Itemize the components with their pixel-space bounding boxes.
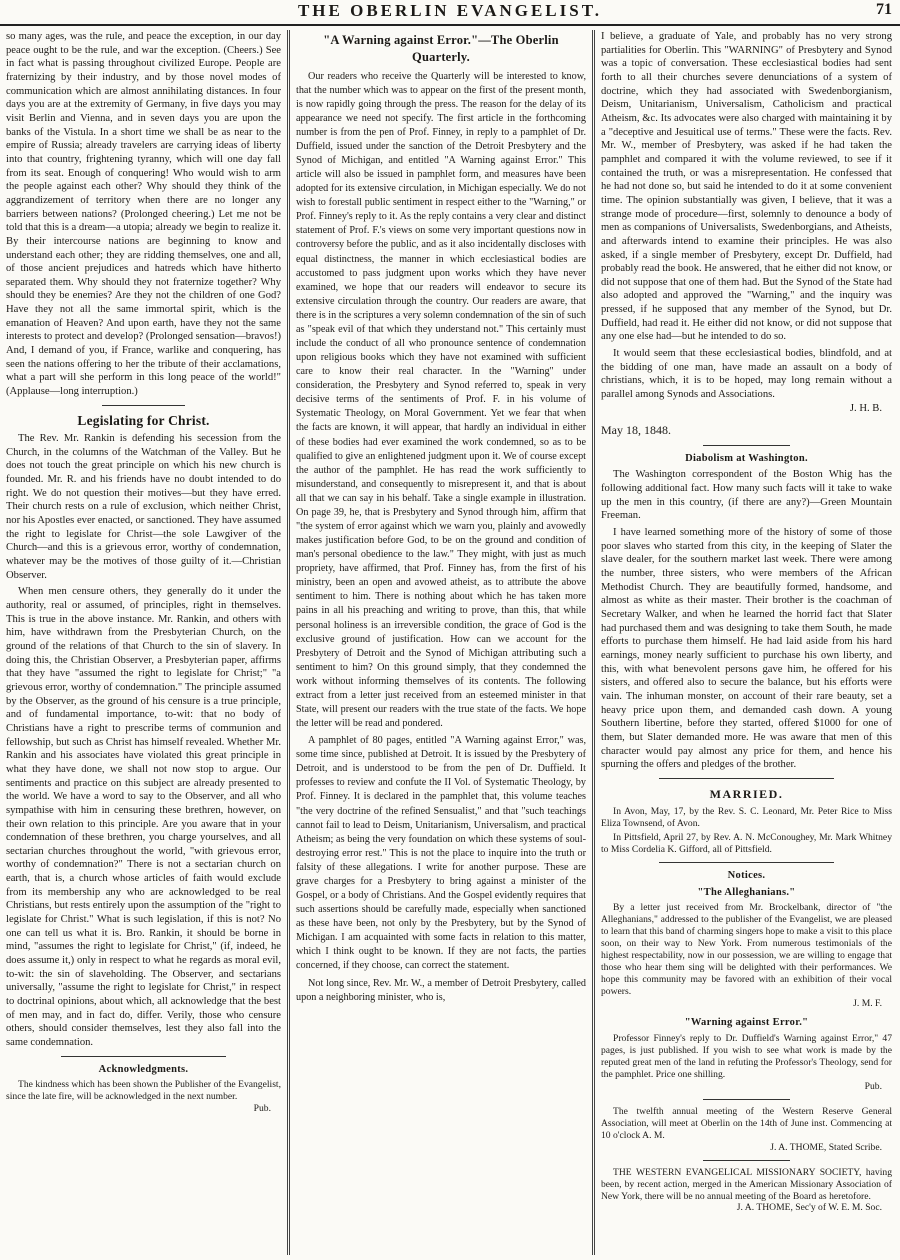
rankin-paragraph: The Rev. Mr. Rankin is defending his secession from the Church, in the columns of the Watchman of the Valley. But he does not touch the great principle on which his new church is founded. Mr. R. and his friends have no doubt intended to do right. We do not question their motives—but they have erred. Their church rests on a rule of exclusion, which neither Christ, nor his Apostles ever enacted, or sanctioned. They have assumed the right to legislate for Christ—the sole Lawgiver of the Church—and this is a grievous error, worthy of condemnation, whatever may be the motives of those guilty of it.—Christian Observer.	[6, 433, 281, 581]
signature-jhb: J. H. B.	[849, 402, 882, 414]
acknowledgment-paragraph: The kindness which has been shown the Publisher of the Evangelist, since the late fire, will be acknowledged in the next number.	[6, 1079, 281, 1103]
divider	[703, 1099, 790, 1100]
signature-pub-2: Pub.	[864, 1080, 882, 1092]
signature-thome: J. A. THOME, Stated Scribe.	[770, 1141, 882, 1153]
masthead	[0, 0, 900, 26]
warning-paragraph-3: Not long since, Rev. Mr. W., a member of Detroit Presbytery, called upon a neighboring minister, who is,	[296, 977, 586, 1003]
signature-jmf: J. M. F.	[853, 998, 882, 1010]
divider	[703, 445, 790, 446]
divider	[659, 862, 834, 863]
marriage-notice-2: In Pittsfield, April 27, by Rev. A. N. McConoughey, Mr. Mark Whitney to Miss Cordelia K. Gifford, all of Pittsfield.	[601, 832, 892, 856]
heading-diabolism: Diabolism at Washington.	[685, 452, 808, 464]
heading-notices: Notices.	[727, 870, 766, 882]
speech-continuation: so many ages, was the rule, and peace the exception, in our day peace ought to be the rule, and war the exception. (Cheers.) See in fact what is passing throughout civilized Europe. People are fraternizing by their industry, and by those novel modes of communication which are almost annihilating distances. In four days you are at the extremity of Germany, in five days you may visit Berlin and Vienna, and in seven days you are upon the banks of the Vistula. In a short time we shall be as near to the empire of Russia; already travelers are carrying ideas of liberty into that country, frightening tyranny, which will one day fall from its seat. Enough of conquering! Who would wish to arm the people against each other? Why should they think of the aggrandizement of territory when there are no longer any barriers between nations? (Prolonged cheering.) Let me not be told that this is a dream—a utopia; already we begin to realize it. By their intercourse nations are beginning to know and understand each other; they are ridding themselves, one and all, of those ancient prejudices and hatreds which have hitherto separated them. Why should they not fraternize together? Why should they be enemies? Are they not the children of one God? Have they not all the same immortal spirit, which is the emanation of Heaven? And upon earth, have they not the same interests to protect and develop? (Prolonged sensation—bravos!) And, I demand of you, if France, warlike and conquering, has seen the nations offering to her the tribute of their acclamations, what a part will she perform in this long peace of the world!" (Applause—long interruption.)	[6, 31, 281, 398]
diabolism-intro: The Washington correspondent of the Boston Whig has the following additional fact. How many such facts will it take to wake up the men in this country, (if there are any?)—Green Mountain Freeman.	[601, 469, 892, 522]
letter-continuation: I believe, a graduate of Yale, and probably has no very strong partialities for Oberlin. This "WARNING" of Presbytery and Synod was a topic of conversation. These ecclesiastical bodies had sent forth to all their churches severe denunciations of a system of doctrine, which they had associated with Swedenborgianism, Deism, Unitarianism, Universalism, Catholicism and practical Atheism, &c. Its advocates were also charged with maintaining it by a "deceptive and Jesuitical use of terms." These were the facts. Rev. Mr. W., member of Presbytery, was asked if he had taken the pamphlet and compared it with the volume reviewed, to see if it contained the truth, or was a misrepresentation. He confessed that he had not done so, but said he intended to do it at some convenient time. The opinion substantially was given, I believe, that it was a strange mode of procedure—first, solemnly to denounce a body of men as companions of Universalists, Swedenborgians, and Atheists, and afterwards intend to examine their principles. He was also asked, if a single member of Presbytery, except Dr. Duffield, had probably read the book. He answered, that he either did not know, or did not suppose that one of them had. But the Synod of the State had also adopted and approved the "Warning," and the inquiry was pressed, if he supposed that any member of the Synod, but Dr. Duffield, had read it. He either did not know, or did not suppose that any one else had—but he intended to do so.	[601, 31, 892, 343]
divider	[102, 405, 185, 406]
divider	[659, 778, 834, 779]
warning-notice: Professor Finney's reply to Dr. Duffield's Warning against Error," 47 pages, is just published. If you wish to see what work is made by the reputed great men of the land in refuting the Professor's Theology, send for the pamphlet. Price one shilling.	[601, 1032, 892, 1080]
column-1	[6, 30, 281, 1255]
warning-paragraph-1: Our readers who receive the Quarterly will be interested to know, that the number which was to appear on the first of the present month, is now rapidly going through the press. The reason for the delay of its appearance we need not specify. The first article in the forthcoming number is from the pen of Prof. Finney, in reply to a pamphlet of Dr. Duffield, issued under the sanction of the Detroit Presbytery and the Synod of Michigan, and entitled "A Warning against Error." This article will also be issued in pamphlet form, and measures have been adopted for its extensive circulation, in Michigan especially. We do not wish to forestall public sentiment in respect either to the "Warning," or Prof. Finney's reply to it. As the reply contains a very clear and distinct statement of Prof. F.'s views on some very important questions now in controversy before the public, and as it also incidentally discloses with equal distinctness, the manner in which ecclesiastical bodies are accustomed to pass judgment upon works which they have never examined, we hope that our readers will endeavor to secure its extensive circulation through the country. Our readers are aware, that there is in the scriptures a very solemn condemnation of the sin of such as "speak evil of that which they understand not." This certainly must include the conduct of all who pronounce sentence of condemnation upon religious books which they have not examined with sufficient care to know their real character. In the "Warning" under consideration, the Presbytery and Synod referred to, speak in very decisive terms of the sentiments of Prof. F. in his volume of Systematic Theology, on Moral Government. Yet we fear that when the facts are known, it will appear, that hardly an individual in either of these bodies had ever examined the work condemned, so as to be qualified to give an enlightened judgment upon it. We of course except the author of the pamphlet. He has read the work sufficiently to misunderstand, and consequently to misrepresent it, and that is about all that we can say in his behalf. Take a single example in illustration. On page 39, he, that is Presbytery and Synod through him, affirm that "the system of error against which we warn you, plainly and avowedly makes justification before God, to be on the ground and condition of man's personal obedience to the law." They might, with just as much propriety, have affirmed, that Prof. Finney has, from the first of his ministry, been an open and avowed atheist, as to attribute the above sentiment to him. There is nothing about which he has taken more pains in all his preaching and writing to prove, than this, that while personal holiness is an irreversible condition, the grace of God is the exclusive ground of justification. How can we account for the Presbytery of Detroit and the Synod of Michigan attributing such a sentiment to him? On this ground simply, that they condemned the work without informing themselves of its contents. The following extract from a letter just received from an esteemed minister in that State, will present our readers with the true state of the facts. We hope the letter will be read and pondered.	[296, 70, 586, 730]
signature-pub: Pub.	[253, 1103, 271, 1115]
heading-alleghanians: "The Alleghanians."	[697, 886, 796, 898]
signature-thome-2: J. A. THOME, Sec'y of W. E. M. Soc.	[736, 1202, 882, 1214]
meeting-notice: The twelfth annual meeting of the Western Reserve General Association, will meet at Oberlin on the 14th of June inst. Commencing at 10 o'clock A. M.	[601, 1105, 892, 1141]
marriage-notice-1: In Avon, May, 17, by the Rev. S. C. Leonard, Mr. Peter Rice to Miss Eliza Townsend, of Avon.	[601, 806, 892, 830]
newspaper-title: THE OBERLIN EVANGELIST.	[297, 1, 603, 20]
column-rule-1	[287, 30, 290, 1255]
divider	[703, 1160, 790, 1161]
heading-married: MARRIED.	[709, 786, 784, 801]
column-2	[296, 30, 586, 1255]
divider	[61, 1056, 226, 1057]
column-rule-2	[592, 30, 595, 1255]
censure-paragraph: When men censure others, they generally do it under the authority, real or assumed, of principles, right in themselves. This is true in the above instance. Mr. Rankin, and others with him, have withdrawn from the Presbyterian Church, on the ground of the relations of that Church to the sin of slavery. In doing this, the Christian Observer, a Presbyterian paper, affirms that they have "assumed the right to legislate for Christ;" "a grievous error, worthy of condemnation." The principle assumed by the Observer, as the ground of his censure is a true principle, and of fundamental importance, to-wit: that no body of Christians have a right to prescribe terms of communion and fellowship, but such as Christ has himself revealed. Whether Mr. Rankin and his associates have violated this great principle in what they have done, we shall not now stop to argue. Our sentiments and practice on this subject are already presented to the world. We have a word to say to the Observer, and all who sympathise with him in censuring these brethren, however, on their own relation to this principle. Are you aware that in your condemnation of these brethren, you charge yourselves, and all sectarian churches throughout the world, "with grievous error, worthy of condemnation?" There is not a sectarian church on earth, that is, a church whose articles of faith would exclude from its membership any who are acknowledged to be real Christians, but rests entirely upon the assumption of the "right to legislate for Christ." What is such legislation, if this is not? No one can tell us what it is. Bro. Rankin, it should be borne in mind, "assumes the right to legislate for Christ," (if, indeed, he does assume it,) only in respect to what he regards as moral evil, to-wit: the sin of slaveholding. The Observer, and sectarians universally, "assume the right to legislate for Christ," in respect to doctrinal opinions, about which, all acknowledge that the best of men may, and in fact do, differ. Verily, those who censure others, should consider themselves, lest they also fall into the same condemnation.	[6, 586, 281, 1048]
heading-warning-against-error: "A Warning against Error."—The Oberlin Quarterly.	[323, 33, 559, 65]
warning-paragraph-2: A pamphlet of 80 pages, entitled "A Warning against Error," was, some time since, published at Detroit. It is issued by the Presbytery of Detroit, and is understood to be from the pen of Dr. Duffield. It professes to review and confute the II Vol. of Systematic Theology, by Prof. Finney. It is declared in the pamphlet that, this volume teaches "the very doctrine of the refined Sensualist," and that "such teachings cannot fail to lead to Deism, Unitarianism, Universalism, and practical Atheism; as being the very foundation on which these systems of soul-destroying error rest." This is not the place to inquire into the truth or falsity of these allegations. I write for another purpose. These are grave charges for a Presbytery to bring against a minister of the Gospel, or a body of Christians. And the Gospel evidently requires that such assertions should be carefully made, especially when sanctioned as these have been, not only by the Presbytery, but by the Synod of Michigan. I am acquainted with some facts in relation to this matter, which I think ought to be known. If they are not facts, the parties concerned, if they choose, can correct the statement.	[296, 735, 586, 972]
diabolism-body: I have learned something more of the history of some of those poor slaves who started from this city, in the keeping of Slater the slave dealer, for the southern market last week. There were among the number, three sisters, who were members of the African Methodist Church. They are beautifully formed, handsome, and almost as white as their master. Their brother is the coachman of Secretary Walker, and when he learned the horrid fact that Slater had purchased them and was designing to take them South, he made efforts to purchase them himself. He had laid aside from his hard earnings, money nearly sufficient to purchase his own liberty, and this, with what benevolent persons gave him, he offered for his sisters, and offered also to secure the balance, but his efforts were vain. The inhuman monster, on account of their rare beauty, set a heavy price upon them, and demanded cash down. A young Southern libertine, before they started, offered $1000 for one of them, but Slater demanded more. He was aware that men of this character would pay almost any price for them, and hence his spurning the offers and pledges of the brother.	[601, 527, 892, 771]
letter-conclusion: It would seem that these ecclesiastical bodies, blindfold, and at the bidding of one man, have made an assault on a body of christians, which, it is to be hoped, may long remain without a parallel among Synods and Associations.	[601, 348, 892, 401]
page-number: 71	[876, 1, 892, 18]
column-3	[601, 30, 892, 1255]
date-line: May 18, 1848.	[601, 423, 671, 438]
alleghanians-notice: By a letter just received from Mr. Brockelbank, director of "the Alleghanians," addressed to the publisher of the Evangelist, we are pleased to learn that this band of charming singers hope to make a visit to this place soon, on their way to New York. From numerous testimonials of the highest respectability, now in our possession, we are willing to engage that those who hear them sing will be delighted with their performances. We hope this community may be favored with an exhibition of their vocal powers.	[601, 902, 892, 998]
heading-acknowledgments: Acknowledgments.	[98, 1063, 189, 1075]
heading-legislating: Legislating for Christ.	[77, 412, 210, 428]
heading-warning-notice: "Warning against Error."	[684, 1017, 809, 1029]
society-notice: THE WESTERN EVANGELICAL MISSIONARY SOCIETY, having been, by recent action, merged in the American Missionary Association of New York, there will be no annual meeting of the Board as heretofore.	[601, 1166, 892, 1202]
